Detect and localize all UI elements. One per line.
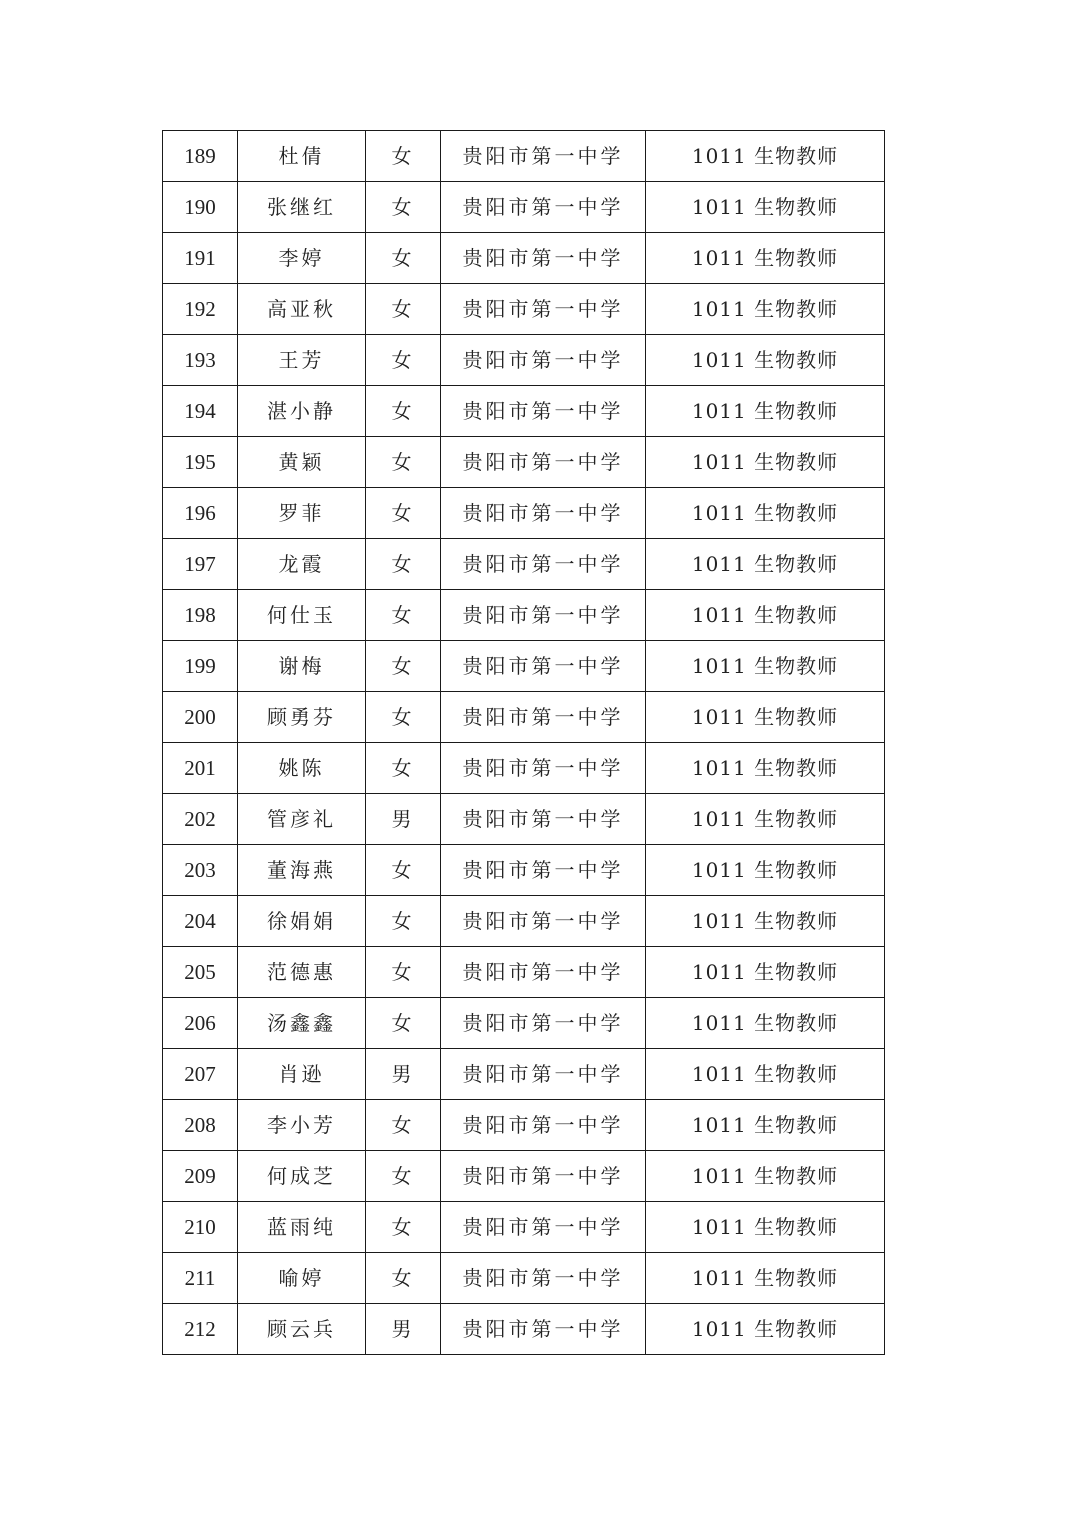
table-row bbox=[163, 743, 885, 794]
table-row bbox=[163, 794, 885, 845]
position-cell: 1011 生物教师 bbox=[646, 692, 885, 743]
school-cell: 贵阳市第一中学 bbox=[441, 845, 646, 896]
position-cell: 1011 生物教师 bbox=[646, 233, 885, 284]
gender-cell: 女 bbox=[366, 284, 441, 335]
row-number-cell: 201 bbox=[163, 743, 238, 794]
table-row bbox=[163, 1304, 885, 1355]
position-cell: 1011 生物教师 bbox=[646, 131, 885, 182]
name-cell: 谢梅 bbox=[238, 641, 366, 692]
row-number-cell: 210 bbox=[163, 1202, 238, 1253]
position-cell: 1011 生物教师 bbox=[646, 641, 885, 692]
gender-cell: 女 bbox=[366, 1100, 441, 1151]
school-cell: 贵阳市第一中学 bbox=[441, 1304, 646, 1355]
table-row bbox=[163, 131, 885, 182]
position-cell: 1011 生物教师 bbox=[646, 386, 885, 437]
name-cell: 喻婷 bbox=[238, 1253, 366, 1304]
name-cell: 罗菲 bbox=[238, 488, 366, 539]
school-cell: 贵阳市第一中学 bbox=[441, 947, 646, 998]
school-cell: 贵阳市第一中学 bbox=[441, 335, 646, 386]
table-row bbox=[163, 488, 885, 539]
row-number-cell: 190 bbox=[163, 182, 238, 233]
school-cell: 贵阳市第一中学 bbox=[441, 692, 646, 743]
row-number-cell: 202 bbox=[163, 794, 238, 845]
gender-cell: 女 bbox=[366, 692, 441, 743]
row-number-cell: 196 bbox=[163, 488, 238, 539]
name-cell: 管彦礼 bbox=[238, 794, 366, 845]
school-cell: 贵阳市第一中学 bbox=[441, 896, 646, 947]
row-number-cell: 207 bbox=[163, 1049, 238, 1100]
table-row bbox=[163, 335, 885, 386]
table-row bbox=[163, 1253, 885, 1304]
gender-cell: 女 bbox=[366, 743, 441, 794]
row-number-cell: 197 bbox=[163, 539, 238, 590]
row-number-cell: 204 bbox=[163, 896, 238, 947]
name-cell: 姚陈 bbox=[238, 743, 366, 794]
name-cell: 蓝雨纯 bbox=[238, 1202, 366, 1253]
name-cell: 董海燕 bbox=[238, 845, 366, 896]
position-cell: 1011 生物教师 bbox=[646, 1049, 885, 1100]
name-cell: 李婷 bbox=[238, 233, 366, 284]
table-row bbox=[163, 386, 885, 437]
row-number-cell: 211 bbox=[163, 1253, 238, 1304]
name-cell: 黄颖 bbox=[238, 437, 366, 488]
position-cell: 1011 生物教师 bbox=[646, 1100, 885, 1151]
school-cell: 贵阳市第一中学 bbox=[441, 1049, 646, 1100]
name-cell: 徐娟娟 bbox=[238, 896, 366, 947]
school-cell: 贵阳市第一中学 bbox=[441, 1151, 646, 1202]
row-number-cell: 199 bbox=[163, 641, 238, 692]
school-cell: 贵阳市第一中学 bbox=[441, 182, 646, 233]
table-row bbox=[163, 284, 885, 335]
school-cell: 贵阳市第一中学 bbox=[441, 743, 646, 794]
gender-cell: 男 bbox=[366, 1304, 441, 1355]
gender-cell: 女 bbox=[366, 233, 441, 284]
table-row bbox=[163, 1202, 885, 1253]
row-number-cell: 212 bbox=[163, 1304, 238, 1355]
row-number-cell: 209 bbox=[163, 1151, 238, 1202]
gender-cell: 女 bbox=[366, 539, 441, 590]
table-row bbox=[163, 233, 885, 284]
table-row bbox=[163, 182, 885, 233]
row-number-cell: 198 bbox=[163, 590, 238, 641]
gender-cell: 女 bbox=[366, 845, 441, 896]
table-row bbox=[163, 692, 885, 743]
row-number-cell: 200 bbox=[163, 692, 238, 743]
school-cell: 贵阳市第一中学 bbox=[441, 1202, 646, 1253]
school-cell: 贵阳市第一中学 bbox=[441, 437, 646, 488]
row-number-cell: 191 bbox=[163, 233, 238, 284]
name-cell: 顾勇芬 bbox=[238, 692, 366, 743]
row-number-cell: 194 bbox=[163, 386, 238, 437]
table-row bbox=[163, 437, 885, 488]
name-cell: 肖逊 bbox=[238, 1049, 366, 1100]
position-cell: 1011 生物教师 bbox=[646, 590, 885, 641]
table-row bbox=[163, 845, 885, 896]
name-cell: 湛小静 bbox=[238, 386, 366, 437]
position-cell: 1011 生物教师 bbox=[646, 845, 885, 896]
name-cell: 龙霞 bbox=[238, 539, 366, 590]
table-row bbox=[163, 539, 885, 590]
position-cell: 1011 生物教师 bbox=[646, 896, 885, 947]
position-cell: 1011 生物教师 bbox=[646, 1202, 885, 1253]
school-cell: 贵阳市第一中学 bbox=[441, 590, 646, 641]
gender-cell: 女 bbox=[366, 947, 441, 998]
row-number-cell: 203 bbox=[163, 845, 238, 896]
row-number-cell: 189 bbox=[163, 131, 238, 182]
school-cell: 贵阳市第一中学 bbox=[441, 998, 646, 1049]
school-cell: 贵阳市第一中学 bbox=[441, 386, 646, 437]
row-number-cell: 192 bbox=[163, 284, 238, 335]
school-cell: 贵阳市第一中学 bbox=[441, 794, 646, 845]
gender-cell: 女 bbox=[366, 488, 441, 539]
school-cell: 贵阳市第一中学 bbox=[441, 1100, 646, 1151]
name-cell: 何仕玉 bbox=[238, 590, 366, 641]
school-cell: 贵阳市第一中学 bbox=[441, 131, 646, 182]
gender-cell: 女 bbox=[366, 590, 441, 641]
position-cell: 1011 生物教师 bbox=[646, 947, 885, 998]
row-number-cell: 205 bbox=[163, 947, 238, 998]
name-cell: 高亚秋 bbox=[238, 284, 366, 335]
candidate-table-body bbox=[163, 131, 885, 1355]
gender-cell: 男 bbox=[366, 794, 441, 845]
name-cell: 杜倩 bbox=[238, 131, 366, 182]
table-row bbox=[163, 1049, 885, 1100]
gender-cell: 女 bbox=[366, 641, 441, 692]
table-row bbox=[163, 1100, 885, 1151]
position-cell: 1011 生物教师 bbox=[646, 182, 885, 233]
position-cell: 1011 生物教师 bbox=[646, 743, 885, 794]
school-cell: 贵阳市第一中学 bbox=[441, 488, 646, 539]
school-cell: 贵阳市第一中学 bbox=[441, 233, 646, 284]
gender-cell: 女 bbox=[366, 182, 441, 233]
position-cell: 1011 生物教师 bbox=[646, 1253, 885, 1304]
table-row bbox=[163, 641, 885, 692]
row-number-cell: 206 bbox=[163, 998, 238, 1049]
school-cell: 贵阳市第一中学 bbox=[441, 539, 646, 590]
position-cell: 1011 生物教师 bbox=[646, 998, 885, 1049]
name-cell: 何成芝 bbox=[238, 1151, 366, 1202]
row-number-cell: 208 bbox=[163, 1100, 238, 1151]
school-cell: 贵阳市第一中学 bbox=[441, 641, 646, 692]
gender-cell: 女 bbox=[366, 131, 441, 182]
name-cell: 王芳 bbox=[238, 335, 366, 386]
name-cell: 顾云兵 bbox=[238, 1304, 366, 1355]
position-cell: 1011 生物教师 bbox=[646, 437, 885, 488]
gender-cell: 女 bbox=[366, 437, 441, 488]
gender-cell: 女 bbox=[366, 998, 441, 1049]
table-row bbox=[163, 998, 885, 1049]
gender-cell: 女 bbox=[366, 1253, 441, 1304]
position-cell: 1011 生物教师 bbox=[646, 284, 885, 335]
candidate-table bbox=[162, 130, 885, 1355]
position-cell: 1011 生物教师 bbox=[646, 1304, 885, 1355]
position-cell: 1011 生物教师 bbox=[646, 488, 885, 539]
name-cell: 汤鑫鑫 bbox=[238, 998, 366, 1049]
row-number-cell: 195 bbox=[163, 437, 238, 488]
table-row bbox=[163, 590, 885, 641]
table-row bbox=[163, 947, 885, 998]
school-cell: 贵阳市第一中学 bbox=[441, 1253, 646, 1304]
gender-cell: 女 bbox=[366, 1202, 441, 1253]
position-cell: 1011 生物教师 bbox=[646, 335, 885, 386]
row-number-cell: 193 bbox=[163, 335, 238, 386]
table-row bbox=[163, 896, 885, 947]
gender-cell: 女 bbox=[366, 1151, 441, 1202]
gender-cell: 女 bbox=[366, 335, 441, 386]
position-cell: 1011 生物教师 bbox=[646, 1151, 885, 1202]
name-cell: 范德惠 bbox=[238, 947, 366, 998]
gender-cell: 女 bbox=[366, 896, 441, 947]
name-cell: 张继红 bbox=[238, 182, 366, 233]
gender-cell: 女 bbox=[366, 386, 441, 437]
position-cell: 1011 生物教师 bbox=[646, 539, 885, 590]
gender-cell: 男 bbox=[366, 1049, 441, 1100]
position-cell: 1011 生物教师 bbox=[646, 794, 885, 845]
school-cell: 贵阳市第一中学 bbox=[441, 284, 646, 335]
name-cell: 李小芳 bbox=[238, 1100, 366, 1151]
table-row bbox=[163, 1151, 885, 1202]
